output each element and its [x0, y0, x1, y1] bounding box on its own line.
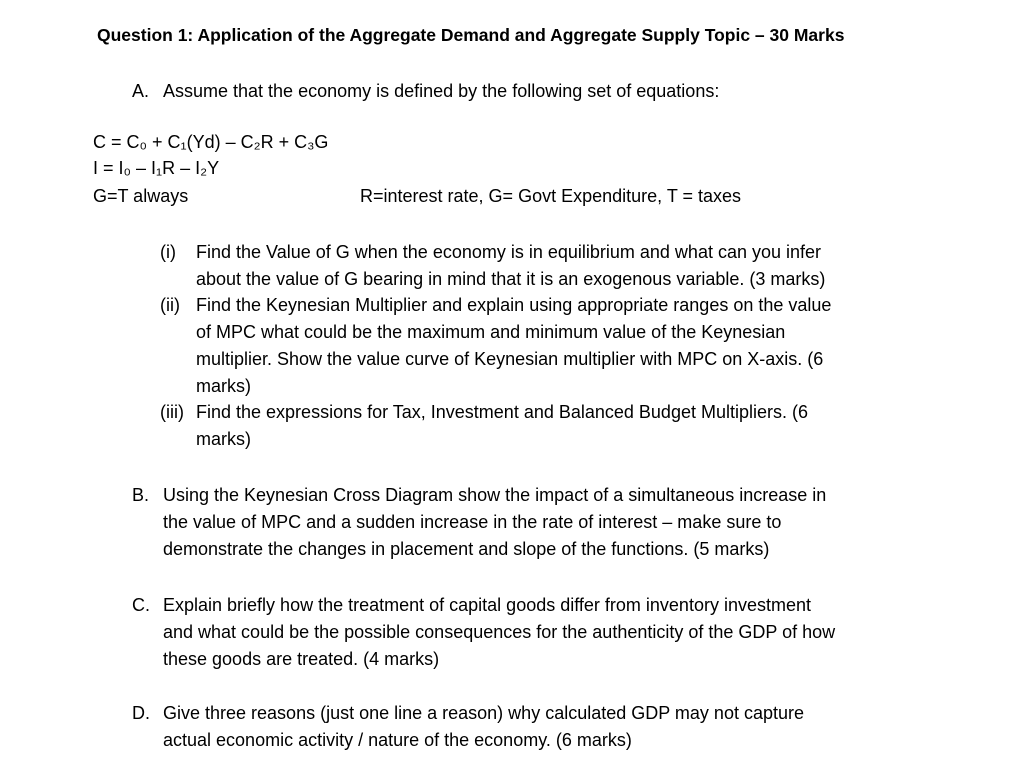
part-d-marker: D.	[132, 703, 150, 723]
part-b-line: the value of MPC and a sudden increase in the rate of interest – make sure to	[163, 512, 782, 532]
part-c-marker: C.	[132, 595, 150, 615]
item-ii-line: of MPC what could be the maximum and minimum value of the Keynesian	[196, 322, 786, 342]
item-i-line: about the value of G bearing in mind that it is an exogenous variable. (3 marks)	[196, 269, 826, 289]
part-b-line: Using the Keynesian Cross Diagram show the impact of a simultaneous increase in	[163, 485, 827, 505]
item-iii-line: marks)	[196, 429, 251, 449]
part-c-line: these goods are treated. (4 marks)	[163, 649, 440, 669]
item-ii-line: multiplier. Show the value curve of Keynesian multiplier with MPC on X-axis. (6	[196, 349, 824, 369]
part-d-line: Give three reasons (just one line a reason) why calculated GDP may not capture	[163, 703, 804, 723]
item-ii-line: Find the Keynesian Multiplier and explain using appropriate ranges on the value	[196, 295, 832, 315]
part-b-line: demonstrate the changes in placement and slope of the functions. (5 marks)	[163, 539, 770, 559]
part-a-intro: Assume that the economy is defined by the following set of equations:	[163, 81, 720, 101]
item-ii-line: marks)	[196, 376, 251, 396]
item-ii-number: (ii)	[160, 295, 180, 315]
item-i-line: Find the Value of G when the economy is in equilibrium and what can you infer	[196, 242, 822, 262]
question-title: Question 1: Application of the Aggregate Demand and Aggregate Supply Topic – 30 Marks	[97, 25, 845, 45]
variable-legend: R=interest rate, G= Govt Expenditure, T = taxes	[360, 186, 742, 206]
equation-consumption: C = C₀ + C₁(Yd) – C₂R + C₃G	[93, 132, 329, 152]
part-c-line: and what could be the possible consequences for the authenticity of the GDP of how	[163, 622, 836, 642]
item-iii-line: Find the expressions for Tax, Investment and Balanced Budget Multipliers. (6	[196, 402, 808, 422]
part-b-marker: B.	[132, 485, 150, 505]
part-c-line: Explain briefly how the treatment of capital goods differ from inventory investment	[163, 595, 811, 615]
equation-investment: I = I₀ – I₁R – I₂Y	[93, 158, 220, 178]
part-d-line: actual economic activity / nature of the economy. (6 marks)	[163, 730, 632, 750]
item-i-number: (i)	[160, 242, 176, 262]
item-iii-number: (iii)	[160, 402, 184, 422]
part-a-marker: A.	[132, 81, 150, 101]
equation-government: G=T always	[93, 186, 189, 206]
